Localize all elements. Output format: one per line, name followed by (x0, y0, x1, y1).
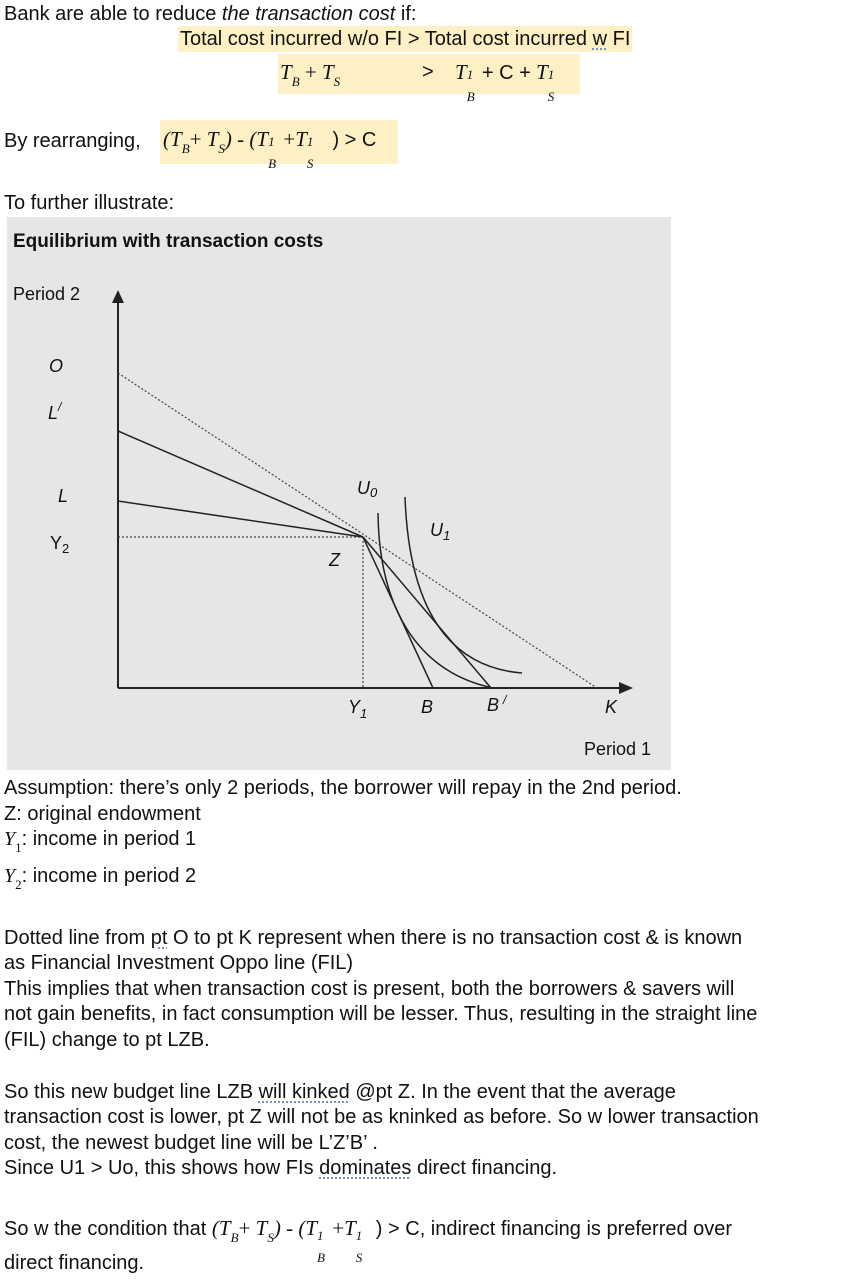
superscript-1: 1 (466, 67, 474, 82)
label-Y2-letter: Y (50, 533, 63, 553)
plus-sign: + (283, 127, 296, 151)
figure-title: Equilibrium with transaction costs (13, 231, 324, 252)
intro-line (4, 1, 416, 27)
subscript-S: S (355, 1250, 363, 1265)
superscript-1: 1 (317, 1228, 324, 1243)
symbol-T: T (305, 1216, 318, 1240)
y2-symbol: Y (4, 865, 16, 887)
symbol-T: T (321, 60, 334, 84)
subscript-S: S (267, 1230, 274, 1245)
subscript-B: B (230, 1230, 239, 1245)
symbol-T: T (256, 127, 269, 151)
subscript-B: B (291, 74, 300, 89)
intro-text: Bank are able to reduce (4, 3, 222, 25)
p4-text-a: Since U1 > Uo, this shows how FIs (4, 1157, 320, 1179)
p1-text-b: O to pt K represent when there is no transaction cost & is known (167, 927, 743, 949)
prime-mark: / (58, 400, 62, 414)
p5-equation: $(T_B+ T_S) - (T$ 1 B +T 1 S (212, 1216, 366, 1240)
p5-text-a: So w the condition that (4, 1218, 212, 1240)
label-L-prime-letter: L (48, 403, 59, 423)
inequality-lhs (280, 60, 341, 89)
intro-emphasis: the transaction cost (221, 3, 396, 25)
p5-text-b: ) > C, indirect financing is preferred over (375, 1218, 733, 1240)
y1-definition (4, 826, 196, 854)
label-U1-letter: U (430, 520, 443, 540)
condition-fi: FI (607, 28, 631, 50)
label-U1 (430, 520, 450, 541)
p3-underlined: will kinked (258, 1081, 350, 1103)
paragraph-5-line-1 (4, 1215, 733, 1265)
paragraph-5-line-2: direct financing. (4, 1252, 145, 1274)
condition-statement (178, 26, 632, 52)
greater-than: > (422, 61, 434, 83)
symbol-T: T (344, 1216, 356, 1240)
subscript-S: S (306, 156, 314, 171)
superscript-1: 1 (355, 1228, 363, 1243)
p3-text-a: So this new budget line LZB (4, 1081, 259, 1103)
label-L-prime (48, 400, 62, 424)
superscript-1: 1 (306, 134, 314, 149)
symbol-T: T (170, 127, 182, 151)
plus-c: + C + (481, 62, 531, 84)
label-Y2 (50, 533, 69, 554)
plus-sign: + (332, 1216, 345, 1240)
label-U0-letter: U (357, 478, 370, 498)
plus-sign: + (238, 1216, 251, 1240)
y1-symbol: Y (4, 828, 16, 850)
label-Z: Z (329, 550, 340, 570)
symbol-T: T (536, 60, 548, 84)
symbol-T: T (255, 1216, 268, 1240)
fil-line (118, 373, 597, 688)
label-Y1 (348, 697, 368, 721)
y1-def-text: : income in period 1 (21, 828, 197, 850)
figure-svg (7, 217, 671, 770)
budget-line-LZ (118, 501, 363, 537)
subscript-S: S (218, 141, 225, 156)
z-definition: Z: original endowment (4, 803, 201, 825)
label-Y1-letter: Y (348, 697, 361, 717)
label-Y2-sub: 2 (62, 541, 70, 556)
y2-definition (4, 863, 196, 891)
paragraph-4 (4, 1155, 557, 1181)
label-U0 (357, 478, 377, 499)
subscript-B: B (466, 89, 475, 104)
x-axis-label: Period 1 (584, 739, 652, 759)
x-axis-arrow (619, 682, 633, 694)
y-axis-arrow (112, 290, 124, 303)
label-L: L (58, 486, 69, 506)
rearrange-gt-c: ) > C (332, 129, 377, 151)
label-U1-sub: 1 (443, 528, 451, 543)
paragraph-1-line-1 (4, 925, 742, 951)
paragraph-3-line-3: cost, the newest budget line will be L’Z’B’ . (4, 1132, 378, 1154)
y1-subscript: 1 (15, 840, 22, 855)
assumption-text: Assumption: there’s only 2 periods, the borrower will repay in the 2nd period. (4, 777, 682, 799)
condition-w: w (592, 28, 608, 50)
label-B-prime (487, 695, 506, 716)
paragraph-2-line-3: (FIL) change to pt LZB. (4, 1029, 210, 1051)
p3-text-b: @pt Z. In the event that the average (349, 1081, 676, 1103)
symbol-T: T (218, 1216, 231, 1240)
subscript-B: B (181, 141, 190, 156)
paragraph-2-line-2: not gain benefits, in fact consumption will be lesser. Thus, resulting in the straight line (4, 1003, 758, 1025)
symbol-T: T (206, 127, 219, 151)
y-axis-label: Period 2 (13, 284, 81, 304)
budget-line-LprimeZ (118, 431, 363, 537)
p4-underlined: dominates (319, 1157, 412, 1179)
label-B-prime-letter: B (487, 695, 500, 715)
symbol-T: T (280, 60, 292, 84)
equilibrium-figure (7, 217, 671, 770)
paragraph-1-line-2: as Financial Investment Oppo line (FIL) (4, 952, 354, 974)
label-K: K (605, 697, 618, 717)
label-B: B (421, 697, 434, 717)
rearrange-label: By rearranging, (4, 130, 141, 152)
condition-text: Total cost incurred w/o FI > Total cost incurred (180, 28, 593, 50)
subscript-S: S (333, 74, 341, 89)
y2-subscript: 2 (15, 877, 22, 892)
label-Y1-sub: 1 (360, 706, 368, 721)
paragraph-3-line-1 (4, 1079, 676, 1105)
plus-sign: + (189, 127, 202, 151)
intro-text-end: if: (395, 3, 417, 25)
symbol-T: T (295, 127, 307, 151)
paragraph-2-line-1: This implies that when transaction cost is present, both the borrowers & savers will (4, 978, 735, 1000)
label-O: O (49, 356, 64, 376)
subscript-B: B (268, 156, 277, 171)
superscript-1: 1 (268, 134, 275, 149)
label-U0-sub: 0 (370, 485, 378, 500)
y2-def-text: : income in period 2 (21, 865, 197, 887)
rearrange-equation: $(T_B+ T_S) - (T$ 1 B +T 1 S ) > C (163, 127, 377, 171)
paragraph-3-line-2: transaction cost is lower, pt Z will not be as kninked as before. So w lower transaction (4, 1106, 759, 1128)
p4-text-b: direct financing. (411, 1157, 558, 1179)
superscript-1: 1 (547, 67, 555, 82)
inequality-rhs (455, 60, 558, 104)
subscript-B: B (317, 1250, 325, 1265)
prime-mark: / (503, 693, 507, 707)
symbol-T: T (455, 60, 467, 84)
indifference-curve-u1 (405, 497, 522, 673)
illustrate-text: To further illustrate: (4, 192, 175, 214)
plus-sign: + (304, 60, 317, 84)
p1-underlined: pt (150, 927, 168, 949)
subscript-S: S (547, 89, 555, 104)
p1-text-a: Dotted line from (4, 927, 151, 949)
